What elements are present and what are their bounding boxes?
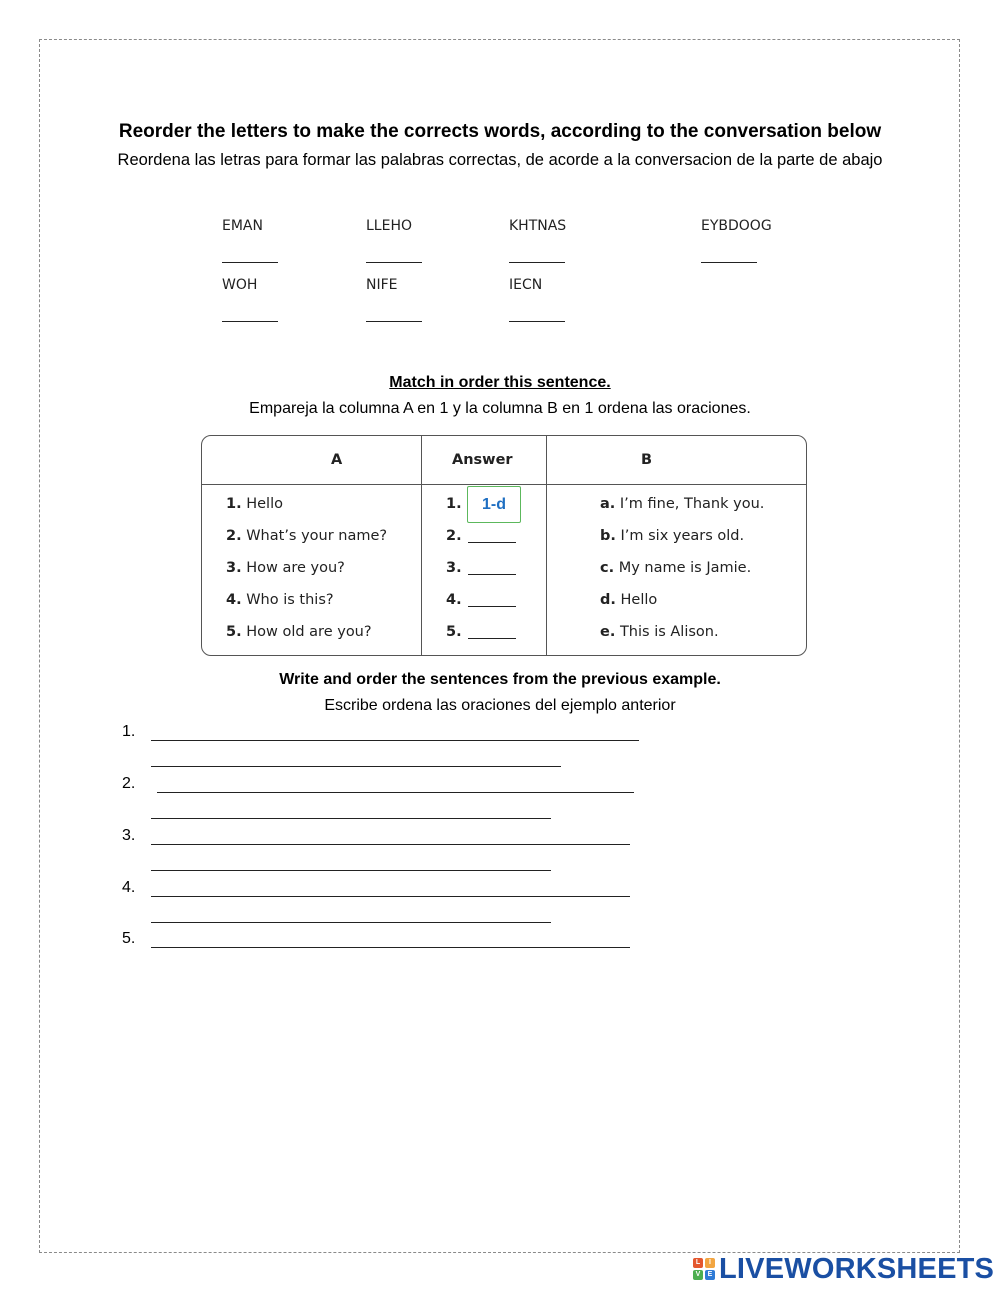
item-text: My name is Jamie.	[618, 560, 752, 576]
answer-item	[446, 592, 516, 608]
answer-number: 2.	[446, 528, 462, 544]
item-number: 2.	[226, 528, 242, 544]
answer-blank	[468, 624, 516, 639]
table-header-divider	[202, 484, 806, 485]
match-table	[201, 435, 807, 656]
sentence-number: 5.	[122, 930, 136, 947]
column-b-item	[600, 560, 751, 576]
item-text: What’s your name?	[246, 528, 388, 544]
header-a: A	[331, 452, 343, 468]
match-title: Match in order this sentence.	[389, 374, 611, 391]
page-subtitle: Reordena las letras para formar las palabras correctas, de acorde a la conversacion de la parte de abajo	[117, 151, 883, 169]
word-blank	[222, 321, 278, 322]
write-subtitle: Escribe ordena las oraciones del ejemplo anterior	[324, 697, 676, 714]
column-a-item	[226, 560, 345, 576]
column-a-item	[226, 496, 283, 512]
item-text: How are you?	[246, 560, 345, 576]
item-text: This is Alison.	[619, 624, 719, 640]
answer-item	[446, 496, 462, 512]
column-b-item	[600, 496, 764, 512]
table-divider	[421, 436, 422, 655]
word-blank	[222, 262, 278, 263]
brand-name: LIVEWORKSHEETS	[719, 1253, 995, 1285]
answer-blank	[468, 592, 516, 607]
answer-blank	[468, 560, 516, 575]
scrambled-word: IECN	[509, 277, 543, 293]
column-a-item	[226, 592, 334, 608]
word-blank	[509, 321, 565, 322]
scrambled-word: LLEHO	[366, 218, 412, 234]
sentence-number: 3.	[122, 827, 136, 844]
item-text: Hello	[620, 592, 658, 608]
writing-line	[151, 947, 630, 948]
sentence-number: 1.	[122, 723, 136, 740]
word-blank	[509, 262, 565, 263]
answer-number: 4.	[446, 592, 462, 608]
column-b-item	[600, 528, 744, 544]
match-subtitle: Empareja la columna A en 1 y la columna B en 1 ordena las oraciones.	[249, 400, 751, 417]
logo-letter: I	[705, 1258, 715, 1268]
sentence-number: 2.	[122, 775, 136, 792]
answer-item	[446, 528, 516, 544]
item-text: How old are you?	[246, 624, 372, 640]
writing-line	[151, 870, 551, 871]
writing-line	[151, 818, 551, 819]
liveworksheets-logo	[693, 1255, 994, 1283]
logo-icon	[693, 1258, 715, 1280]
table-divider	[546, 436, 547, 655]
writing-line	[151, 766, 561, 767]
writing-line	[151, 922, 551, 923]
scrambled-word: EYBDOOG	[701, 218, 772, 234]
writing-line	[157, 792, 634, 793]
logo-letter: V	[693, 1270, 703, 1280]
item-letter: b.	[600, 528, 616, 544]
header-b: B	[641, 452, 653, 468]
column-a-item	[226, 528, 387, 544]
writing-line	[151, 844, 630, 845]
sentence-number: 4.	[122, 879, 136, 896]
item-letter: e.	[600, 624, 616, 640]
item-number: 3.	[226, 560, 242, 576]
answer-number: 1.	[446, 496, 462, 512]
answer-number: 5.	[446, 624, 462, 640]
scrambled-word: KHTNAS	[509, 218, 567, 234]
item-text: Hello	[246, 496, 283, 512]
scrambled-word: EMAN	[222, 218, 263, 234]
logo-letter: E	[705, 1270, 715, 1280]
answer-blank	[468, 528, 516, 543]
page-title: Reorder the letters to make the corrects words, according to the conversation below	[118, 121, 882, 142]
item-text: I’m six years old.	[620, 528, 745, 544]
scrambled-word: WOH	[222, 277, 258, 293]
item-letter: d.	[600, 592, 616, 608]
word-blank	[366, 262, 422, 263]
write-title: Write and order the sentences from the previous example.	[279, 671, 721, 688]
column-b-item	[600, 624, 719, 640]
writing-line	[151, 896, 630, 897]
answer-number: 3.	[446, 560, 462, 576]
item-number: 4.	[226, 592, 242, 608]
answer-item	[446, 624, 516, 640]
item-text: I’m fine, Thank you.	[619, 496, 765, 512]
item-letter: a.	[600, 496, 616, 512]
scrambled-word: NIFE	[366, 277, 398, 293]
word-blank	[701, 262, 757, 263]
answer-input-1[interactable]: 1-d	[467, 486, 521, 523]
column-b-item	[600, 592, 657, 608]
header-answer: Answer	[452, 452, 513, 468]
word-blank	[366, 321, 422, 322]
item-text: Who is this?	[246, 592, 334, 608]
logo-letter: L	[693, 1258, 703, 1268]
answer-item	[446, 560, 516, 576]
item-letter: c.	[600, 560, 615, 576]
item-number: 5.	[226, 624, 242, 640]
column-a-item	[226, 624, 372, 640]
writing-line	[151, 740, 639, 741]
item-number: 1.	[226, 496, 242, 512]
